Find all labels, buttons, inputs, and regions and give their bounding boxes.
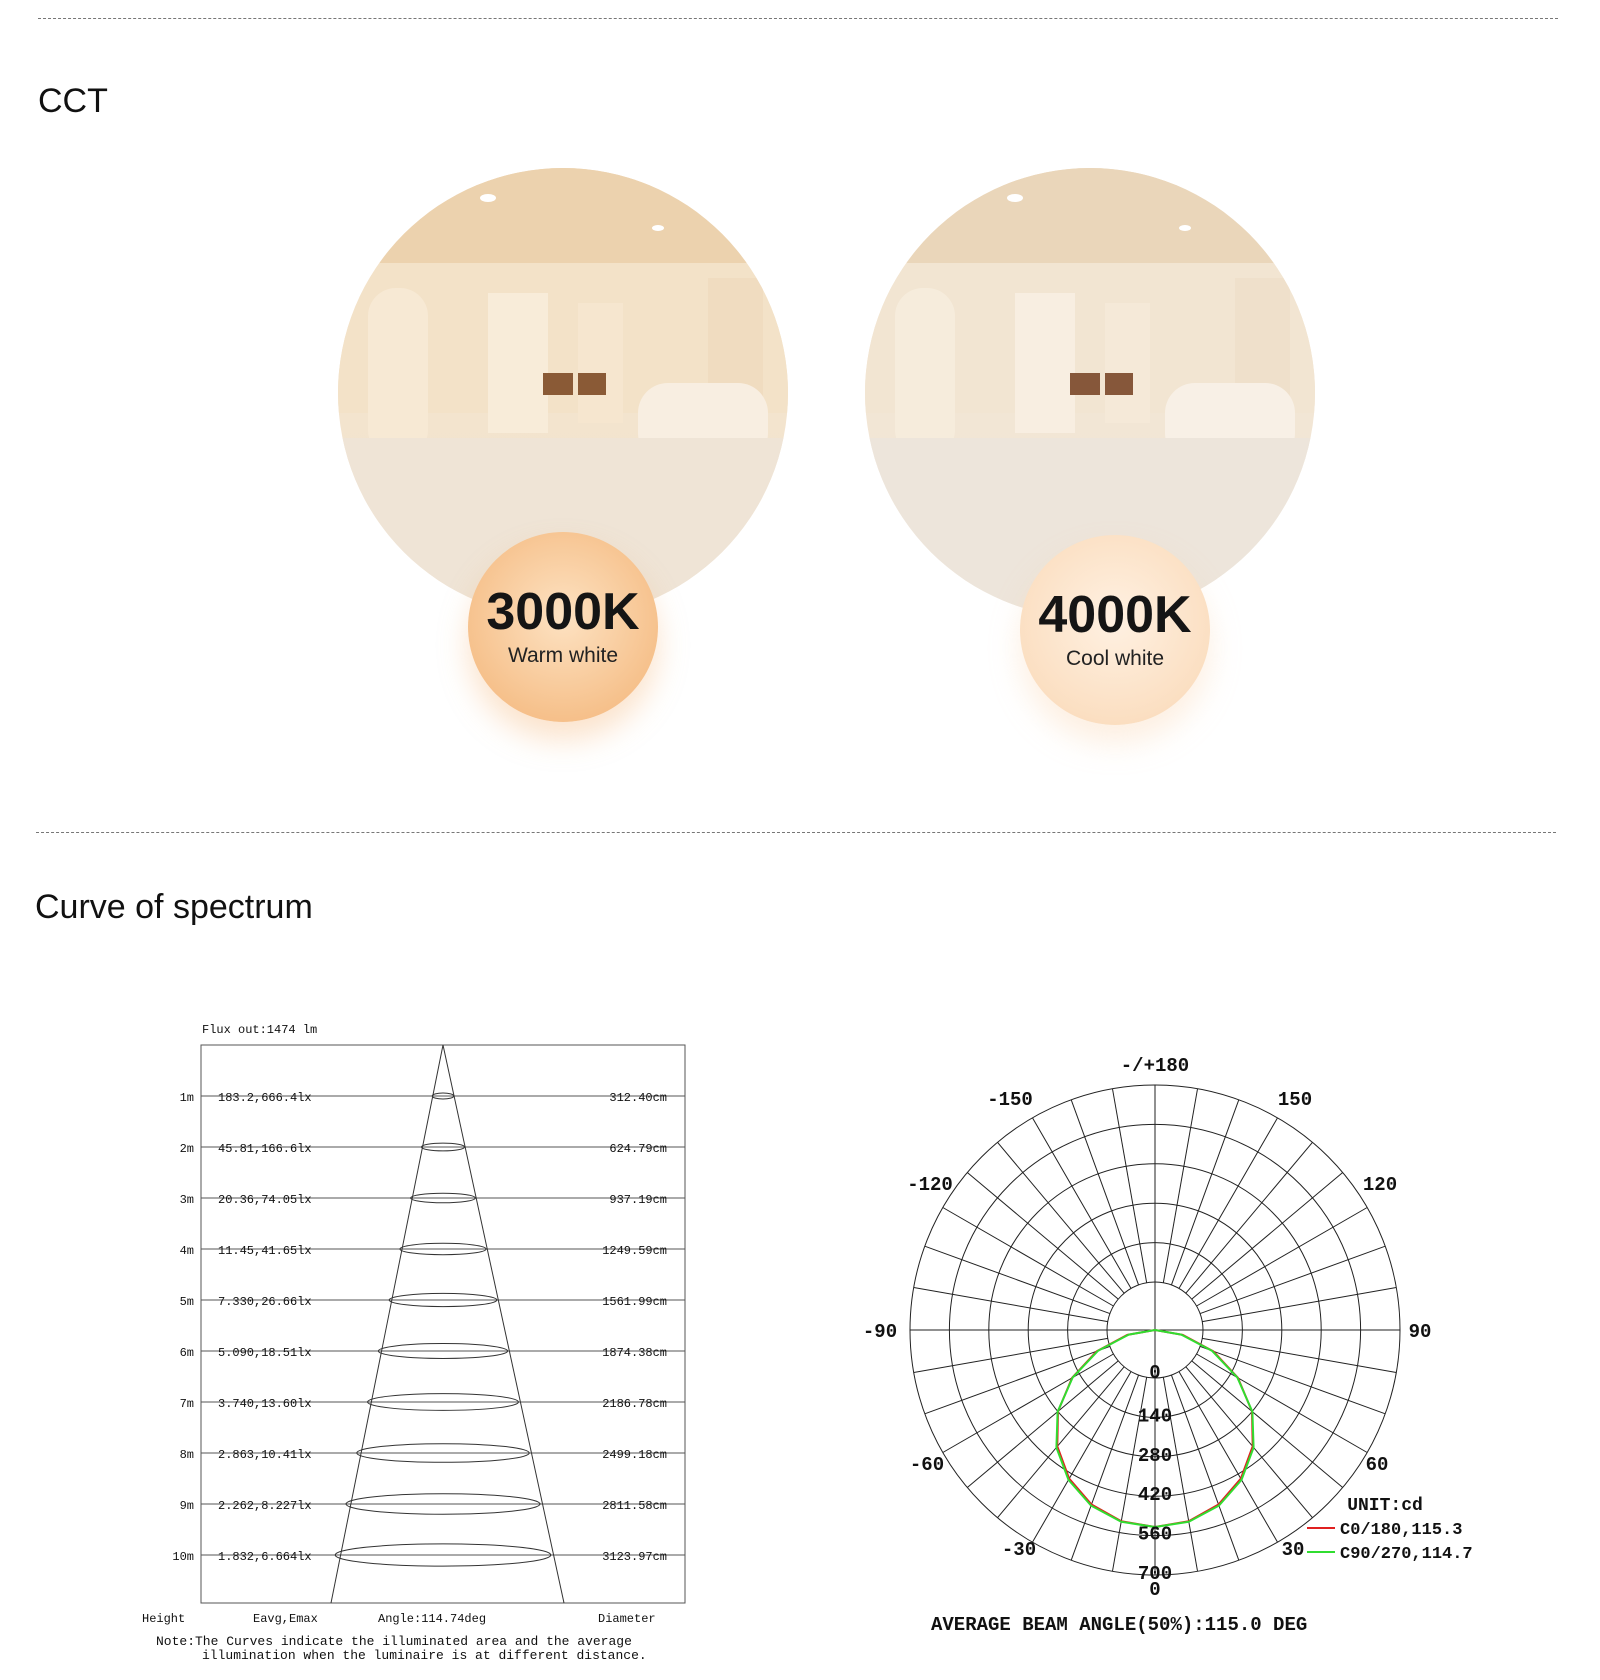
row-diameter: 1249.59cm: [602, 1244, 667, 1258]
row-diameter: 1874.38cm: [602, 1346, 667, 1360]
row-height: 7m: [179, 1397, 194, 1411]
illuminance-cone-chart: [130, 1015, 730, 1655]
radial-spoke: [1171, 1375, 1238, 1560]
radial-spoke: [925, 1246, 1110, 1313]
angle-label: 0: [1149, 1579, 1161, 1601]
row-diameter: 312.40cm: [609, 1091, 667, 1105]
beam-rows: [172, 1091, 685, 1566]
cone-left-edge: [331, 1045, 443, 1603]
row-eavg: 2.262,8.227lx: [218, 1499, 312, 1513]
row-eavg: 1.832,6.664lx: [218, 1550, 312, 1564]
footer-height: Height: [142, 1612, 186, 1626]
flux-out-label: Flux out:1474 lm: [202, 1023, 318, 1037]
cct-label: Cool white: [1065, 647, 1165, 670]
cct-section-title: CCT: [38, 82, 108, 120]
angle-label: -/+180: [1120, 1055, 1190, 1077]
angle-label: -120: [907, 1174, 953, 1196]
radial-spoke: [1071, 1375, 1138, 1560]
spectrum-section-title: Curve of spectrum: [35, 888, 313, 926]
cone-right-edge: [443, 1045, 564, 1603]
radial-spoke: [1071, 1100, 1138, 1285]
cct-value: 3000K: [486, 583, 640, 641]
row-eavg: 20.36,74.05lx: [218, 1193, 312, 1207]
polar-labels: [863, 1055, 1432, 1601]
radial-spoke: [998, 1142, 1125, 1293]
radial-spoke: [967, 1173, 1118, 1300]
row-diameter: 2811.58cm: [602, 1499, 667, 1513]
middle-divider: [36, 832, 1556, 833]
row-diameter: 2186.78cm: [602, 1397, 667, 1411]
note-line-1: Note:The Curves indicate the illuminated area and the average: [156, 1634, 632, 1649]
angle-label: -60: [909, 1454, 945, 1476]
row-height: 5m: [179, 1295, 194, 1309]
legend-entry: C0/180,115.3: [1340, 1521, 1463, 1540]
radial-spoke: [1200, 1246, 1385, 1313]
beam-angle-caption: AVERAGE BEAM ANGLE(50%):115.0 DEG: [931, 1614, 1308, 1636]
row-height: 9m: [179, 1499, 194, 1513]
radial-spoke: [1192, 1173, 1343, 1300]
radial-spoke: [914, 1287, 1108, 1321]
radial-spoke: [1112, 1089, 1146, 1283]
angle-label: 120: [1362, 1174, 1398, 1196]
row-eavg: 2.863,10.41lx: [218, 1448, 312, 1462]
row-eavg: 183.2,666.4lx: [218, 1091, 312, 1105]
radial-spoke: [998, 1367, 1125, 1518]
cct-value: 4000K: [1038, 586, 1192, 644]
row-height: 10m: [172, 1550, 194, 1564]
row-diameter: 3123.97cm: [602, 1550, 667, 1564]
top-divider: [38, 18, 1558, 19]
angle-label: -30: [1001, 1539, 1037, 1561]
angle-label: 30: [1281, 1539, 1305, 1561]
radial-spoke: [1163, 1089, 1197, 1283]
row-eavg: 5.090,18.51lx: [218, 1346, 312, 1360]
radial-spoke: [1186, 1142, 1313, 1293]
note-line-2: illumination when the luminaire is at different distance.: [202, 1648, 647, 1663]
row-diameter: 1561.99cm: [602, 1295, 667, 1309]
row-height: 4m: [179, 1244, 194, 1258]
angle-label: -150: [987, 1089, 1033, 1111]
polar-legend: [1307, 1496, 1473, 1564]
row-eavg: 3.740,13.60lx: [218, 1397, 312, 1411]
angle-label: 90: [1408, 1321, 1432, 1343]
angle-label: -90: [862, 1321, 898, 1343]
row-eavg: 45.81,166.6lx: [218, 1142, 312, 1156]
radial-spoke: [967, 1361, 1118, 1488]
radial-tick-label: 420: [1137, 1484, 1173, 1507]
radial-tick-label: 280: [1137, 1444, 1173, 1467]
row-eavg: 7.330,26.66lx: [218, 1295, 312, 1309]
radial-tick-label: 0: [1149, 1362, 1161, 1384]
row-height: 2m: [179, 1142, 194, 1156]
footer-diameter: Diameter: [598, 1612, 656, 1626]
legend-entry: C90/270,114.7: [1340, 1545, 1473, 1564]
radial-tick-label: 560: [1137, 1523, 1173, 1546]
radial-spoke: [1202, 1338, 1396, 1372]
radial-spoke: [1171, 1100, 1238, 1285]
row-height: 1m: [179, 1091, 194, 1105]
row-diameter: 624.79cm: [609, 1142, 667, 1156]
chart-frame: [201, 1045, 685, 1603]
cct-label: Warm white: [507, 644, 619, 667]
angle-label: 60: [1365, 1454, 1389, 1476]
angle-label: 150: [1277, 1089, 1313, 1111]
cct-badge-4000k: [1020, 535, 1210, 725]
radial-spoke: [1202, 1287, 1396, 1321]
row-height: 6m: [179, 1346, 194, 1360]
row-diameter: 2499.18cm: [602, 1448, 667, 1462]
cct-badge-3000k: [468, 532, 658, 722]
unit-label: UNIT:cd: [1347, 1496, 1423, 1516]
radial-spoke: [1200, 1346, 1385, 1413]
radial-spoke: [1186, 1367, 1313, 1518]
radial-tick-label: 140: [1137, 1405, 1173, 1428]
footer-eavg: Eavg,Emax: [253, 1612, 318, 1626]
radial-spoke: [1192, 1361, 1343, 1488]
row-diameter: 937.19cm: [609, 1193, 667, 1207]
row-eavg: 11.45,41.65lx: [218, 1244, 312, 1258]
radial-spoke: [914, 1338, 1108, 1372]
row-height: 3m: [179, 1193, 194, 1207]
row-height: 8m: [179, 1448, 194, 1462]
radial-tick-label: 700: [1137, 1563, 1173, 1585]
footer-angle: Angle:114.74deg: [378, 1612, 487, 1626]
radial-spoke: [925, 1346, 1110, 1413]
polar-candela-chart: [835, 1050, 1495, 1650]
